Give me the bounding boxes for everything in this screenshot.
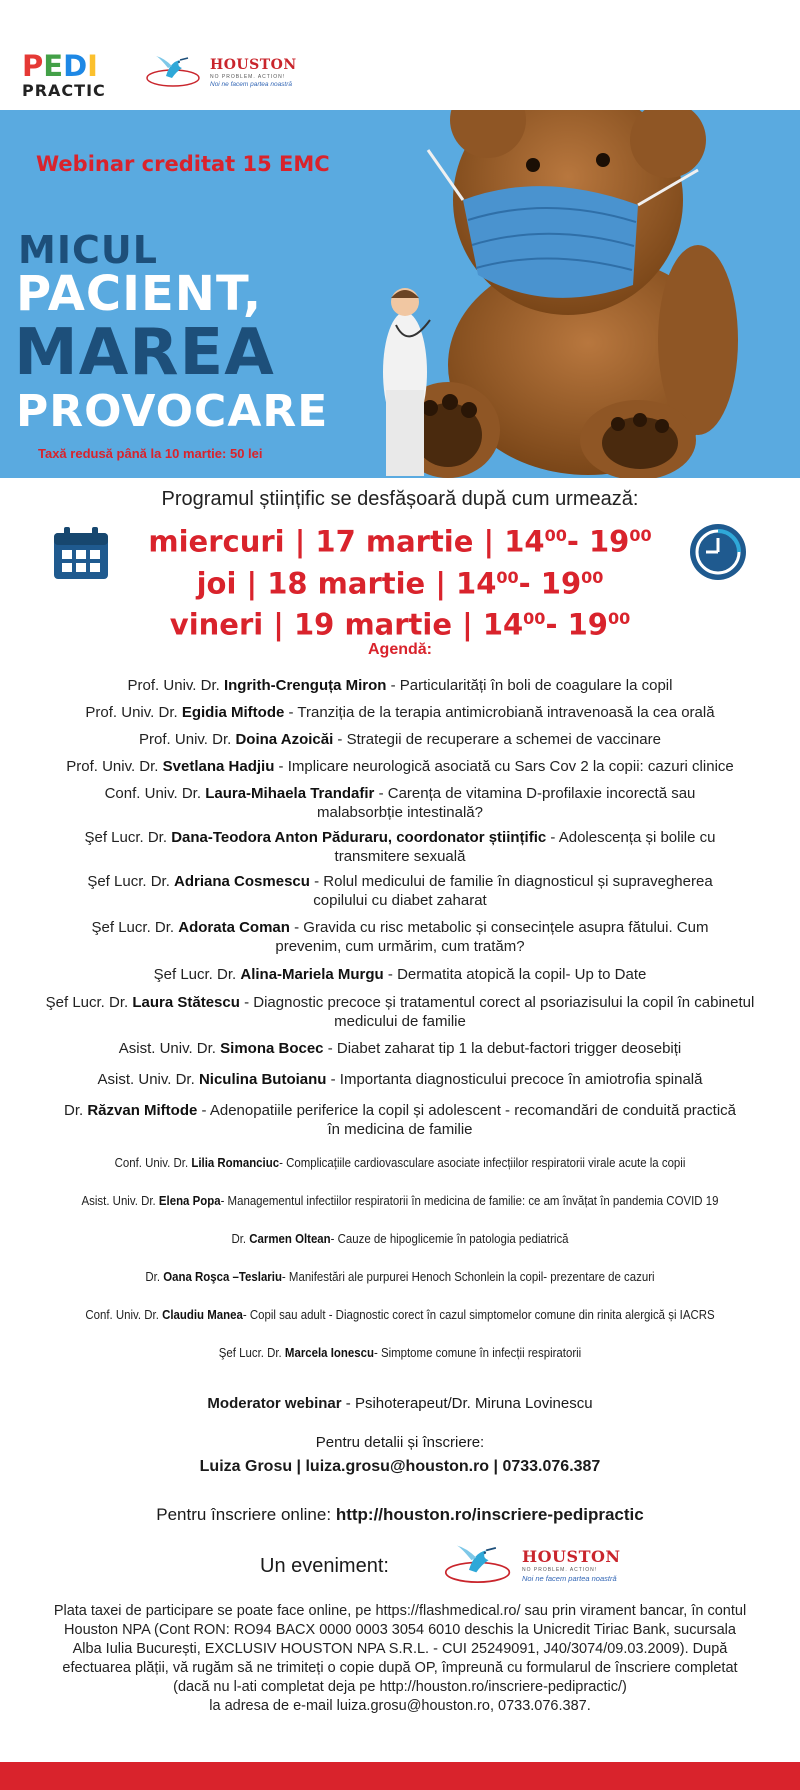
speaker-name: Egidia Miftode	[181, 704, 285, 721]
houston-slogan: Noi ne facem partea noastră	[522, 1574, 617, 1583]
agenda-item: Prof. Univ. Dr. Doina Azoicăi - Strategii de recuperare a schemei de vaccinare	[139, 731, 661, 748]
agenda-item: Dr. Carmen Oltean- Cauze de hipoglicemie în patologia pediatrică	[231, 1231, 569, 1246]
pedi-letter: D	[63, 49, 88, 83]
pedi-letters	[22, 49, 98, 83]
speaker-title: Prof. Univ. Dr.	[85, 704, 178, 721]
speaker-name: Svetlana Hadjiu	[162, 758, 275, 775]
talk-topic: Implicare neurologică asociată cu Sars Cov 2 la copii: cazuri clinice	[287, 758, 734, 775]
speaker-title: Asist. Univ. Dr.	[118, 1040, 216, 1057]
contact-email[interactable]: luiza.grosu@houston.ro	[305, 1458, 490, 1475]
talk-topic: Tranziția de la terapia antimicrobiană intravenoasă la cea orală	[297, 704, 715, 721]
speaker-name: Adriana Cosmescu	[174, 873, 310, 890]
speaker-name: Doina Azoicăi	[235, 731, 334, 748]
calendar-icon	[52, 525, 110, 581]
talk-topic: Dermatita atopică la copil- Up to Date	[397, 966, 647, 983]
payment-paragraph: la adresa de e-mail luiza.grosu@houston.ro, 0733.076.387.	[209, 1698, 591, 1714]
payment-paragraph: Plata taxei de participare se poate face online, pe https://flashmedical.ro/ sau prin virament bancar, în contul Houston NPA (Cont RON: RO94 BACX 0000 0003 3054 6010 deschis la Unicredit Tiriac Bank, sucursala Alba Iulia București, EXCLUSIV HOUSTON NPA S.R.L. - CUI 25249091, J40/3074/09.03.2009). După efectuarea plății, vă rugăm să ne trimiteți o copie după OP, împreună cu formularul de înscriere completat	[53, 1603, 747, 1676]
date-start: 14	[504, 524, 545, 559]
clock-icon	[688, 522, 748, 582]
online-label: Pentru înscriere online:	[156, 1505, 332, 1524]
houston-logo[interactable]	[146, 54, 297, 90]
speaker-title: Conf. Univ. Dr.	[85, 1307, 163, 1322]
talk-topic: Adenopatiile periferice la copil și adolescent - recomandări de conduită practică în medicina de familie	[209, 1102, 736, 1138]
houston-text	[522, 1547, 621, 1583]
contact-name: Luiza Grosu	[199, 1458, 293, 1475]
speaker-title: Şef Lucr. Dr.	[153, 966, 237, 983]
date-end: 19	[588, 524, 630, 559]
talk-topic: Complicațiile cardiovasculare asociate infecțiilor respiratorii virale acute la copii	[286, 1155, 686, 1170]
date-start: 14	[456, 566, 497, 601]
agenda-item: Şef Lucr. Dr. Laura Stătescu - Diagnostic precoce și tratamentul corect al psoriazisului la copil în cabinetul medicului de familie	[45, 994, 755, 1030]
talk-topic: Cauze de hipoglicemie în patologia pediatrică	[337, 1231, 569, 1246]
date-end-min: 00	[607, 609, 631, 629]
speaker-name: Niculina Butoianu	[198, 1071, 327, 1088]
date-day: vineri	[169, 607, 264, 642]
payment-paragraph: (dacă nu l-ati completat deja pe http://houston.ro/inscriere-pedipractic/)	[173, 1679, 627, 1695]
agenda-item: Conf. Univ. Dr. Claudiu Manea- Copil sau adult - Diagnostic corect în cazul simptomelor comune din rinita alergică și IACRS	[85, 1307, 715, 1322]
talk-topic: Manifestări ale purpurei Henoch Schonlein la copil- prezentare de cazuri	[288, 1269, 655, 1284]
date-day: miercuri	[148, 524, 285, 559]
pedi-letter: I	[87, 49, 98, 83]
speaker-title: Şef Lucr. Dr.	[84, 829, 168, 846]
moderator-label: Moderator webinar	[207, 1395, 342, 1412]
agenda-list	[20, 676, 780, 1362]
agenda-item: Şef Lucr. Dr. Dana-Teodora Anton Păduraru, coordonator științific - Adolescența și bolile cu transmitere sexuală	[84, 829, 716, 865]
date-date: 18 martie	[267, 566, 426, 601]
talk-topic: Carența de vitamina D-profilaxie incorectă sau malabsorbție intestinală?	[317, 785, 696, 821]
speaker-title: Conf. Univ. Dr.	[104, 785, 202, 802]
talk-topic: Rolul medicului de familie în diagnosticul și supravegherea copilului cu diabet zaharat	[313, 873, 713, 909]
speaker-name: Alina-Mariela Murgu	[240, 966, 384, 983]
houston-text	[210, 57, 297, 88]
houston-name: HOUSTON	[522, 1547, 621, 1566]
speaker-name: Oana Roşca –Teslariu	[163, 1269, 282, 1284]
date-date: 17 martie	[315, 524, 474, 559]
agenda-item: Prof. Univ. Dr. Ingrith-Crenguța Miron - Particularități în boli de coagulare la copil	[127, 677, 673, 694]
header	[0, 0, 800, 110]
speaker-title: Şef Lucr. Dr.	[91, 919, 175, 936]
houston-tagline: NO PROBLEM. ACTION!	[522, 1567, 598, 1573]
talk-topic: Managementul infectiilor respiratorii în medicina de familie: ce am învățat în pandemia COVID 19	[227, 1193, 719, 1208]
talk-topic: Particularități în boli de coagulare la copil	[399, 677, 673, 694]
speaker-title: Şef Lucr. Dr.	[87, 873, 170, 890]
speaker-name: Carmen Oltean	[249, 1231, 331, 1246]
agenda-item: Conf. Univ. Dr. Lilia Romanciuc- Complicațiile cardiovasculare asociate infecțiilor respiratorii virale acute la copii	[114, 1155, 686, 1170]
hero-banner	[0, 110, 800, 478]
speaker-title: Dr.	[145, 1269, 161, 1284]
details-label: Pentru detalii și înscriere:	[315, 1434, 485, 1451]
teddy-bear-illustration	[368, 110, 800, 478]
speaker-title: Asist. Univ. Dr.	[97, 1071, 195, 1088]
houston-slogan: Noi ne facem partea noastră	[210, 80, 293, 88]
agenda-item: Asist. Univ. Dr. Niculina Butoianu - Importanta diagnosticului precoce în amiotrofia spinală	[97, 1071, 703, 1088]
speaker-name: Dana-Teodora Anton Păduraru, coordonator științific	[171, 829, 547, 846]
date-start-min: 00	[523, 609, 546, 629]
agenda-item: Şef Lucr. Dr. Alina-Mariela Murgu - Dermatita atopică la copil- Up to Date	[153, 966, 647, 983]
speaker-title: Prof. Univ. Dr.	[127, 677, 220, 694]
speaker-title: Dr.	[63, 1102, 84, 1119]
title-micul: MICUL	[18, 228, 158, 272]
speaker-title: Şef Lucr. Dr.	[218, 1345, 282, 1360]
date-end: 19	[540, 566, 582, 601]
date-line: miercuri | 17 martie | $14^{00}-$ $19^{00}$	[148, 524, 652, 559]
talk-topic: Diabet zaharat tip 1 la debut-factori trigger deosebiți	[336, 1040, 682, 1057]
agenda-item: Şef Lucr. Dr. Adriana Cosmescu - Rolul medicului de familie în diagnosticul și supravegherea copilului cu diabet zaharat	[87, 873, 713, 909]
agenda-item: Prof. Univ. Dr. Egidia Miftode - Tranziția de la terapia antimicrobiană intravenoasă la cea orală	[85, 704, 715, 721]
title-pacient: PACIENT,	[16, 266, 263, 322]
talk-topic: Adolescența și bolile cu transmitere sexuală	[334, 829, 716, 865]
houston-logo-footer[interactable]	[444, 1543, 621, 1587]
agenda-item: Dr. Oana Roşca –Teslariu- Manifestări ale purpurei Henoch Schonlein la copil- prezentare de cazuri	[145, 1269, 655, 1284]
pedi-letter: P	[22, 49, 44, 83]
date-start-min: 00	[496, 567, 519, 587]
title-provocare: PROVOCARE	[16, 386, 329, 437]
speaker-title: Şef Lucr. Dr.	[45, 994, 129, 1011]
pedipractic-logo[interactable]	[22, 49, 106, 100]
online-registration	[0, 1505, 800, 1525]
title-marea: MAREA	[14, 316, 275, 390]
talk-topic: Strategii de recuperare a schemei de vaccinare	[346, 731, 661, 748]
date-day: joi	[196, 566, 237, 601]
speaker-title: Dr.	[231, 1231, 247, 1246]
agenda-item: Dr. Răzvan Miftode - Adenopatiile periferice la copil și adolescent - recomandări de conduită practică în medicina de familie	[63, 1102, 736, 1138]
talk-topic: Gravida cu risc metabolic și consecințele asupra fătului. Cum prevenim, cum urmărim, cum tratăm?	[275, 919, 709, 955]
date-end-min: 00	[629, 526, 652, 545]
speaker-name: Marcela Ionescu	[284, 1345, 374, 1360]
houston-tagline: NO PROBLEM. ACTION!	[210, 73, 286, 80]
event-label: Un eveniment:	[260, 1555, 389, 1577]
talk-topic: Simptome comune în infecții respiratorii	[380, 1345, 582, 1360]
footer-bar	[0, 1762, 800, 1790]
speaker-title: Conf. Univ. Dr.	[114, 1155, 189, 1170]
speaker-title: Prof. Univ. Dr.	[139, 731, 232, 748]
program-intro: Programul științific se desfășoară după cum urmează:	[161, 488, 639, 510]
moderator-role: Psihoterapeut/Dr.	[354, 1395, 471, 1412]
agenda-item: Conf. Univ. Dr. Laura-Mihaela Trandafir - Carența de vitamina D-profilaxie incorectă sau malabsorbție intestinală?	[104, 785, 696, 821]
agenda-item: Şef Lucr. Dr. Adorata Coman - Gravida cu risc metabolic și consecințele asupra fătului. Cum prevenim, cum urmărim, cum tratăm?	[91, 919, 709, 955]
speaker-title: Asist. Univ. Dr.	[81, 1193, 156, 1208]
talk-topic: Importanta diagnosticului precoce în amiotrofia spinală	[339, 1071, 703, 1088]
moderator-name: Miruna Lovinescu	[475, 1395, 593, 1412]
speaker-name: Ingrith-Crenguța Miron	[223, 677, 387, 694]
speaker-name: Elena Popa	[158, 1193, 221, 1208]
date-line: vineri | 19 martie | $14^{00}-$ $19^{00}$	[169, 607, 631, 642]
talk-topic: Diagnostic precoce și tratamentul corect al psoriazisului la copil în cabinetul medicului de familie	[253, 994, 755, 1030]
agenda-item: Şef Lucr. Dr. Marcela Ionescu- Simptome comune în infecții respiratorii	[218, 1345, 582, 1360]
date-end: 19	[567, 607, 608, 642]
date-end-min: 00	[581, 567, 604, 587]
contact-line: Luiza Grosu | luiza.grosu@houston.ro | 0733.076.387	[199, 1458, 601, 1475]
speaker-name: Laura Stătescu	[132, 994, 240, 1011]
emc-credit-label: Webinar creditat 15 EMC	[36, 152, 330, 176]
schedule-dates	[120, 518, 680, 643]
speaker-name: Claudiu Manea	[162, 1307, 243, 1322]
date-start-min: 00	[544, 526, 567, 545]
date-start: 14	[482, 607, 524, 642]
contact-phone[interactable]: 0733.076.387	[502, 1458, 601, 1475]
houston-name: HOUSTON	[210, 56, 297, 73]
date-line: joi | 18 martie | $14^{00}-$ $19^{00}$	[196, 566, 604, 601]
payment-info	[50, 1602, 750, 1716]
hummingbird-icon	[146, 54, 204, 90]
pedi-practic-text: PRACTIC	[22, 81, 106, 100]
speaker-name: Adorata Coman	[178, 919, 290, 936]
registration-link[interactable]: http://houston.ro/inscriere-pedipractic	[335, 1505, 644, 1524]
speaker-title: Prof. Univ. Dr.	[66, 758, 159, 775]
agenda-item: Prof. Univ. Dr. Svetlana Hadjiu - Implicare neurologică asociată cu Sars Cov 2 la copii: cazuri clinice	[66, 758, 734, 775]
agenda-item: Asist. Univ. Dr. Elena Popa- Managementul infectiilor respiratorii în medicina de familie: ce am învățat în pandemia COVID 19	[81, 1193, 719, 1208]
talk-topic: Copil sau adult - Diagnostic corect în cazul simptomelor comune din rinita alergică și IACRS	[249, 1307, 715, 1322]
reduced-fee-label: Taxă redusă până la 10 martie: 50 lei	[38, 446, 263, 461]
speaker-name: Lilia Romanciuc	[191, 1155, 280, 1170]
hummingbird-icon	[444, 1543, 516, 1587]
pedi-letter: E	[43, 49, 64, 83]
speaker-name: Simona Bocec	[220, 1040, 324, 1057]
agenda-title: Agendă:	[368, 641, 432, 658]
moderator-line: Moderator webinar - Psihoterapeut/Dr. Miruna Lovinescu	[207, 1395, 593, 1412]
agenda-item: Asist. Univ. Dr. Simona Bocec - Diabet zaharat tip 1 la debut-factori trigger deosebiți	[118, 1040, 682, 1057]
speaker-name: Laura-Mihaela Trandafir	[205, 785, 375, 802]
speaker-name: Răzvan Miftode	[87, 1102, 198, 1119]
date-date: 19 martie	[294, 607, 453, 642]
